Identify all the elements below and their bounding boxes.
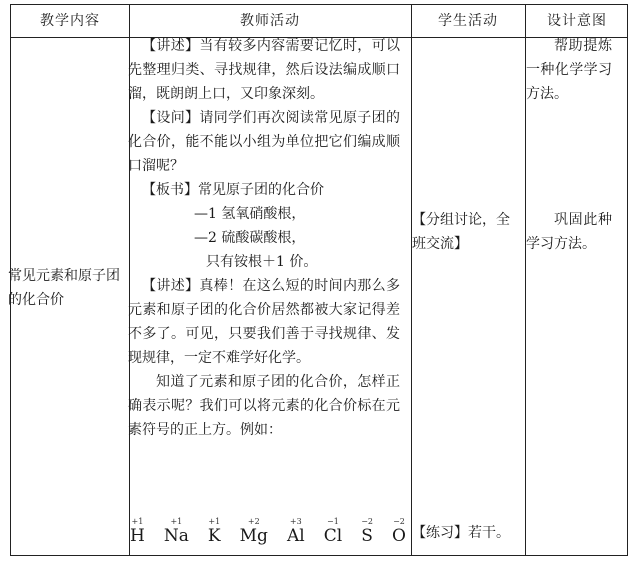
element-symbol: S	[361, 526, 373, 546]
column-divider	[411, 5, 412, 555]
valence-label: +2	[247, 517, 260, 526]
valence-label: +3	[289, 517, 302, 526]
element-symbol: Na	[163, 526, 189, 546]
element-example	[164, 517, 189, 546]
header-design-intent: 设计意图	[547, 13, 607, 29]
teacher-board-title: 【板书】常见原子团的化合价	[142, 182, 324, 198]
header-teacher-activity: 教师活动	[240, 13, 300, 29]
element-symbol: Al	[286, 526, 305, 546]
design-intent-1	[526, 34, 612, 106]
student-activity-discussion: 【分组讨论，全班交流】	[412, 212, 510, 252]
element-example	[240, 517, 268, 546]
valence-label: +1	[131, 517, 144, 526]
element-example	[361, 517, 373, 546]
element-example	[208, 517, 221, 546]
valence-label: −1	[327, 517, 339, 526]
element-symbol: H	[130, 526, 145, 546]
board-line-1: —1 氢氧硝酸根，	[194, 206, 306, 222]
element-symbol: Cl	[323, 526, 343, 546]
element-example	[287, 517, 305, 546]
teacher-explanation: 知道了元素和原子团的化合价，怎样正确表示呢？我们可以将元素的化合价标在元素符号的正上方。例如：	[128, 374, 400, 438]
element-example	[392, 517, 406, 546]
teacher-question: 【设问】请同学们再次阅读常见原子团的化合价，能不能以小组为单位把它们编成顺口溜呢？	[128, 110, 400, 174]
board-line-2: —2 硫酸碳酸根，	[194, 230, 306, 246]
element-example	[130, 517, 145, 546]
design-intent-2	[526, 208, 612, 256]
valence-label: +1	[170, 517, 183, 526]
valence-examples	[126, 517, 410, 546]
header-content: 教学内容	[40, 13, 100, 29]
student-activity-practice: 【练习】若干。	[412, 525, 510, 541]
design-intent-text: 巩固此种学习方法。	[526, 212, 612, 252]
valence-label: +1	[208, 517, 221, 526]
teacher-lecture-1: 【讲述】当有较多内容需要记忆时，可以先整理归类、寻找规律，然后设法编成顺口溜，既朗朗上口，又印象深刻。	[128, 38, 400, 102]
element-symbol: O	[392, 526, 406, 546]
teacher-lecture-2: 【讲述】真棒！在这么短的时间内那么多元素和原子团的化合价居然都被大家记得差不多了。可见，只要我们善于寻找规律、发现规律，一定不难学好化学。	[128, 278, 400, 366]
board-line-3: 只有铵根＋1 价。	[206, 254, 318, 270]
element-example	[324, 517, 342, 546]
valence-label: −2	[361, 517, 373, 526]
teacher-activity-cell	[128, 34, 400, 442]
header-student-activity: 学生活动	[438, 13, 498, 29]
element-symbol: K	[207, 526, 221, 546]
content-topic: 常见元素和原子团的化合价	[8, 268, 120, 308]
design-intent-text: 帮助提炼一种化学学习方法。	[526, 38, 612, 102]
valence-label: −2	[393, 517, 405, 526]
element-symbol: Mg	[239, 526, 268, 546]
